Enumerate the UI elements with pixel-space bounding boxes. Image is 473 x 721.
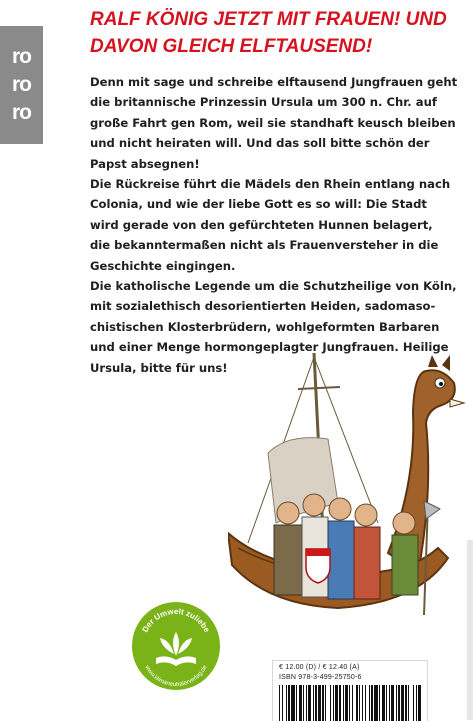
text-line: wird gerade von den gefürchteten Hunnen belagert, bbox=[90, 217, 433, 232]
barcode-bar bbox=[398, 685, 400, 721]
barcode-bar bbox=[408, 685, 409, 721]
barcode-bar bbox=[299, 685, 302, 721]
barcode-bar bbox=[339, 685, 341, 721]
text-line: und einer Menge hormongeplagter Jungfrauen. Heilige bbox=[90, 340, 449, 355]
text-line: Ursula, bitte für uns! bbox=[90, 360, 228, 375]
barcode-bar bbox=[365, 685, 366, 721]
text-line: große Fahrt gen Rom, weil sie standhaft keusch bleiben bbox=[90, 115, 456, 130]
text-line: Colonia, und wie der liebe Gott es so will: Die Stadt bbox=[90, 197, 427, 212]
description-paragraph-1 bbox=[90, 72, 465, 276]
text-line: Papst absegnen! bbox=[90, 156, 200, 171]
barcode-bar bbox=[308, 685, 311, 721]
text-line: Geschichte eingingen. bbox=[90, 258, 236, 273]
barcode-bar bbox=[374, 685, 378, 721]
barcode-bar bbox=[356, 685, 358, 721]
barcode-bar bbox=[330, 685, 331, 721]
barcode-bar bbox=[296, 685, 297, 721]
logo-line: ro bbox=[12, 73, 31, 96]
barcode-bar bbox=[315, 685, 317, 721]
isbn-label: ISBN 978-3-499-25750-6 bbox=[279, 674, 362, 681]
barcode-bar bbox=[349, 685, 350, 721]
barcode-bar bbox=[306, 685, 307, 721]
publisher-logo bbox=[0, 26, 43, 144]
barcode-graphic bbox=[277, 685, 423, 721]
barcode-bar bbox=[379, 685, 380, 721]
eco-badge bbox=[130, 600, 222, 692]
barcode-bar bbox=[325, 685, 326, 721]
barcode-bar bbox=[313, 685, 314, 721]
barcode-bar bbox=[279, 685, 280, 721]
viking-ship-illustration bbox=[228, 353, 468, 623]
barcode-bar bbox=[391, 685, 394, 721]
text-line: Die Rückreise führt die Mädels den Rhein entlang nach bbox=[90, 177, 451, 192]
text-line: mit sozialethisch desorientierten Heiden, sadomaso- bbox=[90, 299, 436, 314]
barcode-bar bbox=[286, 685, 287, 721]
text-line: und nicht heiraten will. Und das soll bitte schön der bbox=[90, 136, 430, 151]
cover-edge-strip bbox=[467, 540, 473, 720]
headline-line: RALF KÖNIG JETZT MIT FRAUEN! UND bbox=[90, 9, 447, 30]
barcode-bar bbox=[362, 685, 363, 721]
logo-line: ro bbox=[12, 45, 31, 68]
barcode-bar bbox=[418, 685, 421, 721]
text-line: chistischen Klosterbrüdern, wohlgeformten Barbaren bbox=[90, 319, 440, 334]
barcode-bar bbox=[401, 685, 404, 721]
headline-line: DAVON GLEICH ELFTAUSEND! bbox=[90, 36, 373, 57]
price-label: € 12.00 (D) / € 12.40 (A) bbox=[279, 664, 360, 671]
barcode-bar bbox=[318, 685, 321, 721]
barcode-bar bbox=[405, 685, 407, 721]
barcode-bar bbox=[382, 685, 385, 721]
badge-bottom-text: www.klimaneutralerverlag.de bbox=[143, 664, 209, 689]
text-line: die bekanntermaßen nicht als Frauenversteher in die bbox=[90, 238, 439, 253]
badge-top-text: Der Umwelt zuliebe bbox=[140, 606, 212, 634]
barcode-bar bbox=[369, 685, 370, 721]
barcode-bar bbox=[282, 685, 283, 721]
barcode-bar bbox=[413, 685, 414, 721]
barcode-bar bbox=[359, 685, 360, 721]
barcode-panel bbox=[272, 660, 428, 721]
barcode-bar bbox=[386, 685, 387, 721]
barcode-bar bbox=[291, 685, 295, 721]
headline bbox=[90, 6, 460, 60]
barcode-bar bbox=[288, 685, 290, 721]
barcode-bar bbox=[371, 685, 373, 721]
text-line: Die katholische Legende um die Schutzheilige von Köln, bbox=[90, 279, 457, 293]
barcode-bar bbox=[333, 685, 334, 721]
barcode-bar bbox=[396, 685, 397, 721]
barcode-bar bbox=[416, 685, 417, 721]
barcode-bar bbox=[343, 685, 344, 721]
text-line: Denn mit sage und schreibe elftausend Jungfrauen geht bbox=[90, 75, 458, 89]
barcode-bar bbox=[322, 685, 324, 721]
barcode-bar bbox=[352, 685, 353, 721]
barcode-bar bbox=[335, 685, 338, 721]
barcode-bar bbox=[303, 685, 304, 721]
barcode-bar bbox=[389, 685, 390, 721]
logo-line: ro bbox=[12, 101, 31, 124]
barcode-bar bbox=[345, 685, 348, 721]
text-line: die britannische Prinzessin Ursula um 300 n. Chr. auf bbox=[90, 95, 437, 110]
